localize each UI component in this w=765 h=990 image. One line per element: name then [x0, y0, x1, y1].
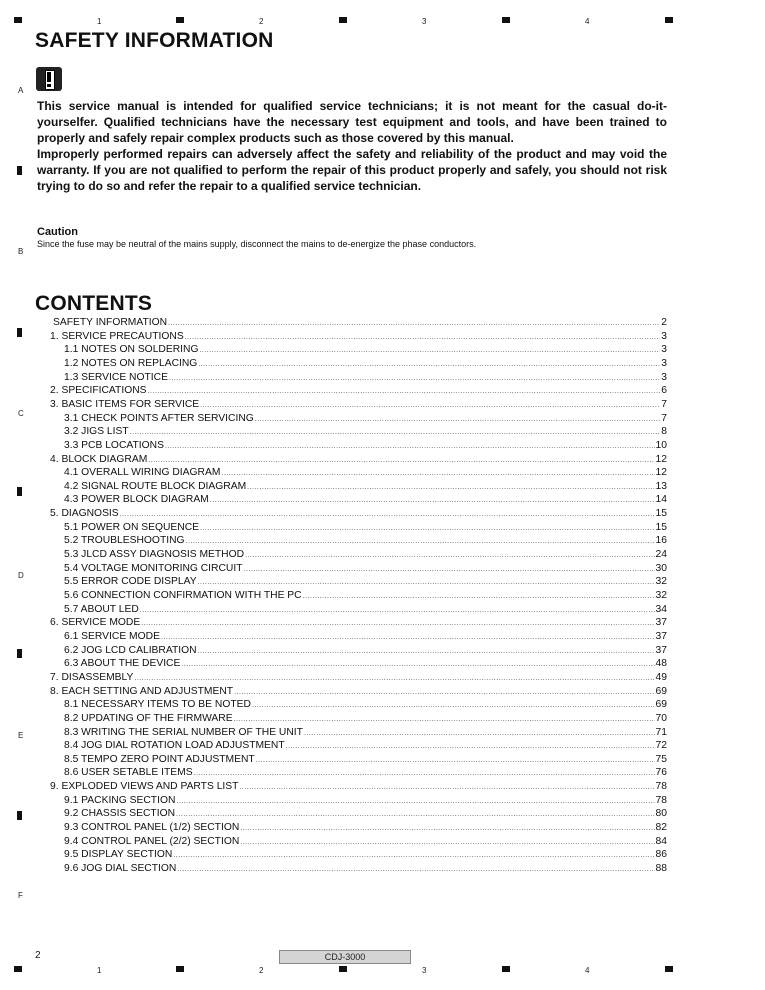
toc-entry-page: 3 [661, 371, 667, 383]
toc-entry-page: 78 [655, 781, 667, 793]
toc-entry[interactable] [64, 848, 667, 861]
toc-entry[interactable] [64, 712, 667, 725]
toc-entry-page: 82 [655, 822, 667, 834]
toc-leader-dots [176, 795, 654, 808]
side-mark [17, 328, 22, 337]
toc-entry-page: 7 [661, 398, 667, 410]
ruler-mark [502, 966, 510, 972]
toc-entry-title: 9.4 CONTROL PANEL (2/2) SECTION [64, 835, 240, 847]
toc-entry[interactable] [50, 780, 667, 793]
side-mark [17, 487, 22, 496]
toc-entry-title: 8.5 TEMPO ZERO POINT ADJUSTMENT [64, 753, 255, 765]
toc-leader-dots [198, 576, 655, 589]
side-mark [17, 166, 22, 175]
side-letter: C [18, 409, 24, 418]
toc-entry-title: 1.2 NOTES ON REPLACING [64, 357, 198, 369]
side-mark [17, 649, 22, 658]
safety-paragraph-2: Improperly performed repairs can adversely affect the safety and reliability of the product and may void the warranty. If you are not qualified to perform the repair of this product properly and safely, you should not risk trying to do so and refer the repair to a qualified service technician. [37, 147, 667, 193]
toc-leader-dots [168, 317, 660, 330]
toc-entry[interactable] [64, 589, 667, 602]
ruler-number: 2 [259, 966, 264, 975]
toc-leader-dots [148, 385, 661, 398]
toc-entry-title: 2. SPECIFICATIONS [50, 385, 147, 397]
toc-entry-page: 76 [655, 767, 667, 779]
toc-entry-page: 6 [661, 385, 667, 397]
toc-entry-page: 16 [655, 535, 667, 547]
toc-entry-page: 12 [655, 453, 667, 465]
toc-leader-dots [173, 849, 654, 862]
toc-entry-title: 4.1 OVERALL WIRING DIAGRAM [64, 467, 221, 479]
toc-leader-dots [240, 822, 654, 835]
toc-entry[interactable] [64, 439, 667, 452]
toc-entry[interactable] [64, 521, 667, 534]
side-letter: F [18, 891, 23, 900]
toc-entry-title: 9.6 JOG DIAL SECTION [64, 863, 177, 874]
ruler-mark [502, 17, 510, 23]
toc-entry-title: 6.2 JOG LCD CALIBRATION [64, 644, 197, 656]
toc-entry[interactable] [64, 644, 667, 657]
toc-entry-page: 69 [655, 699, 667, 711]
toc-leader-dots [140, 604, 655, 617]
toc-entry-title: 8.1 NECESSARY ITEMS TO BE NOTED [64, 699, 251, 711]
caution-title: Caution [37, 226, 78, 238]
toc-entry-page: 2 [661, 317, 667, 328]
toc-entry[interactable] [50, 384, 667, 397]
ruler-mark [339, 17, 347, 23]
toc-entry-title: 5. DIAGNOSIS [50, 508, 119, 520]
toc-leader-dots [210, 494, 655, 507]
toc-leader-dots [186, 535, 655, 548]
toc-entry-title: 5.2 TROUBLESHOOTING [64, 535, 185, 547]
toc-entry-title: 9.2 CHASSIS SECTION [64, 808, 176, 820]
ruler-number: 1 [97, 17, 102, 26]
toc-leader-dots [239, 781, 654, 794]
ruler-number: 4 [585, 17, 590, 26]
toc-entry-title: 9.3 CONTROL PANEL (1/2) SECTION [64, 822, 240, 834]
toc-entry-page: 86 [655, 849, 667, 861]
toc-entry[interactable] [64, 575, 667, 588]
toc-entry-page: 49 [655, 671, 667, 683]
side-mark [17, 811, 22, 820]
toc-entry-page: 3 [661, 330, 667, 342]
ruler-mark [665, 17, 673, 23]
toc-entry[interactable] [64, 821, 667, 834]
toc-entry[interactable] [50, 507, 667, 520]
toc-entry[interactable] [53, 316, 667, 329]
toc-entry[interactable] [64, 603, 667, 616]
toc-leader-dots [255, 413, 660, 426]
toc-entry-title: 4.3 POWER BLOCK DIAGRAM [64, 494, 209, 506]
toc-entry-title: 8. EACH SETTING AND ADJUSTMENT [50, 685, 234, 697]
toc-entry-page: 12 [655, 467, 667, 479]
toc-entry-title: 5.5 ERROR CODE DISPLAY [64, 576, 197, 588]
contents-title: CONTENTS [35, 292, 153, 315]
toc-entry[interactable] [64, 657, 667, 670]
toc-leader-dots [252, 699, 655, 712]
ruler-number: 4 [585, 966, 590, 975]
toc-leader-dots [194, 767, 655, 780]
toc-entry[interactable] [64, 466, 667, 479]
toc-leader-dots [141, 617, 654, 630]
toc-entry[interactable] [64, 480, 667, 493]
toc-entry-title: SAFETY INFORMATION [53, 317, 168, 328]
toc-entry-title: 8.6 USER SETABLE ITEMS [64, 767, 193, 779]
toc-entry-title: 3.3 PCB LOCATIONS [64, 439, 164, 451]
toc-entry[interactable] [50, 398, 667, 411]
toc-entry-title: 1.1 NOTES ON SOLDERING [64, 344, 199, 356]
toc-entry-title: 9. EXPLODED VIEWS AND PARTS LIST [50, 781, 239, 793]
toc-entry-title: 3.1 CHECK POINTS AFTER SERVICING [64, 412, 254, 424]
toc-entry-title: 4.2 SIGNAL ROUTE BLOCK DIAGRAM [64, 480, 247, 492]
toc-entry-title: 1.3 SERVICE NOTICE [64, 371, 168, 383]
toc-entry[interactable] [64, 425, 667, 438]
safety-title: SAFETY INFORMATION [35, 29, 274, 52]
toc-entry-title: 4. BLOCK DIAGRAM [50, 453, 148, 465]
toc-entry[interactable] [50, 330, 667, 343]
toc-leader-dots [161, 631, 655, 644]
toc-leader-dots [181, 658, 654, 671]
ruler-mark [176, 966, 184, 972]
ruler-mark [339, 966, 347, 972]
toc-entry-page: 3 [661, 357, 667, 369]
toc-entry-page: 37 [655, 630, 667, 642]
toc-entry[interactable] [64, 343, 667, 356]
toc-entry-page: 37 [655, 644, 667, 656]
toc-entry-page: 7 [661, 412, 667, 424]
toc-entry-title: 5.4 VOLTAGE MONITORING CIRCUIT [64, 562, 243, 574]
toc-entry-page: 48 [655, 658, 667, 670]
toc-entry-page: 32 [655, 590, 667, 601]
toc-entry-page: 8 [661, 426, 667, 438]
toc-entry-page: 72 [655, 740, 667, 752]
toc-leader-dots [134, 672, 654, 685]
toc-entry[interactable] [64, 548, 667, 561]
toc-entry[interactable] [64, 534, 667, 547]
toc-entry[interactable] [64, 835, 667, 848]
toc-entry[interactable] [50, 671, 667, 684]
toc-leader-dots [244, 563, 655, 576]
toc-entry[interactable] [64, 698, 667, 711]
toc-entry-title: 9.1 PACKING SECTION [64, 794, 176, 806]
side-letter: B [18, 247, 24, 256]
caution-text: Since the fuse may be neutral of the mains supply, disconnect the mains to de-energize the phase conductors. [37, 239, 477, 249]
side-letter: E [18, 731, 24, 740]
toc-entry[interactable] [64, 794, 667, 807]
ruler-mark [176, 17, 184, 23]
ruler-mark [14, 966, 22, 972]
toc-entry[interactable] [64, 766, 667, 779]
toc-leader-dots [169, 372, 660, 385]
toc-entry-page: 15 [655, 521, 667, 533]
ruler-number: 3 [422, 17, 427, 26]
toc-entry-title: 5.1 POWER ON SEQUENCE [64, 521, 200, 533]
ruler-number: 1 [97, 966, 102, 975]
toc-entry-title: 6.1 SERVICE MODE [64, 630, 160, 642]
toc-entry-page: 14 [655, 494, 667, 506]
toc-leader-dots [199, 344, 660, 357]
toc-entry-page: 34 [655, 603, 667, 615]
toc-entry[interactable] [64, 493, 667, 506]
toc-entry-page: 75 [655, 753, 667, 765]
toc-leader-dots [304, 727, 655, 740]
toc-entry-page: 3 [661, 344, 667, 356]
toc-entry[interactable] [64, 371, 667, 384]
toc-entry-title: 5.7 ABOUT LED [64, 603, 139, 615]
safety-paragraph-1: This service manual is intended for qualified service technicians; it is not meant for the casual do-it-yourselfer. Qualified technicians have the necessary test equipment and tools, and have been trained to properly and safely repair complex products such as those covered by this manual. [37, 99, 667, 145]
toc-entry-page: 37 [655, 617, 667, 629]
toc-entry[interactable] [64, 357, 667, 370]
toc-leader-dots [176, 808, 655, 821]
toc-entry[interactable] [50, 685, 667, 698]
toc-leader-dots [165, 440, 655, 453]
toc-entry[interactable] [64, 726, 667, 739]
toc-leader-dots [130, 426, 661, 439]
toc-leader-dots [256, 754, 655, 767]
toc-entry-title: 9.5 DISPLAY SECTION [64, 849, 173, 861]
toc-leader-dots [148, 454, 654, 467]
toc-leader-dots [221, 467, 654, 480]
toc-leader-dots [303, 590, 655, 603]
toc-entry-title: 3.2 JIGS LIST [64, 426, 129, 438]
page-number: 2 [35, 950, 41, 961]
toc-entry-page: 80 [655, 808, 667, 820]
toc-leader-dots [200, 399, 660, 412]
toc-entry[interactable] [50, 616, 667, 629]
toc-entry-page: 30 [655, 562, 667, 574]
toc-leader-dots [120, 508, 655, 521]
toc-entry-title: 7. DISASSEMBLY [50, 671, 134, 683]
toc-entry-title: 6.3 ABOUT THE DEVICE [64, 658, 181, 670]
toc-entry-title: 5.3 JLCD ASSY DIAGNOSIS METHOD [64, 549, 245, 561]
toc-entry-page: 70 [655, 712, 667, 724]
toc-leader-dots [198, 645, 655, 658]
toc-entry-page: 10 [655, 439, 667, 451]
toc-entry-title: 6. SERVICE MODE [50, 617, 141, 629]
toc-leader-dots [234, 713, 655, 726]
toc-leader-dots [240, 836, 654, 849]
ruler-number: 3 [422, 966, 427, 975]
toc-entry-title: 8.4 JOG DIAL ROTATION LOAD ADJUSTMENT [64, 740, 285, 752]
toc-leader-dots [185, 331, 661, 344]
ruler-mark [14, 17, 22, 23]
toc-entry-page: 78 [655, 794, 667, 806]
toc-entry-page: 84 [655, 835, 667, 847]
toc-leader-dots [247, 481, 654, 494]
side-letter: A [18, 86, 24, 95]
toc-leader-dots [177, 863, 654, 876]
ruler-number: 2 [259, 17, 264, 26]
toc-leader-dots [234, 686, 654, 699]
toc-entry-page: 88 [655, 863, 667, 874]
exclamation-icon [36, 67, 62, 91]
toc-entry-page: 13 [655, 480, 667, 492]
toc-entry[interactable] [64, 739, 667, 752]
toc-entry-page: 24 [655, 549, 667, 561]
side-letter: D [18, 571, 24, 580]
toc-entry-page: 15 [655, 508, 667, 520]
toc-entry[interactable] [64, 412, 667, 425]
toc-entry-page: 71 [655, 726, 667, 738]
toc-entry-title: 3. BASIC ITEMS FOR SERVICE [50, 398, 200, 410]
ruler-mark [665, 966, 673, 972]
toc-entry[interactable] [64, 630, 667, 643]
toc-entry-title: 5.6 CONNECTION CONFIRMATION WITH THE PC [64, 590, 302, 601]
toc-entry[interactable] [64, 862, 667, 875]
toc-leader-dots [245, 549, 654, 562]
toc-leader-dots [198, 358, 660, 371]
toc-entry-page: 32 [655, 576, 667, 588]
toc-entry-title: 8.2 UPDATING OF THE FIRMWARE [64, 712, 233, 724]
toc-entry[interactable] [64, 807, 667, 820]
model-label: CDJ-3000 [279, 950, 411, 964]
toc-entry[interactable] [64, 753, 667, 766]
toc-entry-page: 69 [655, 685, 667, 697]
toc-entry[interactable] [64, 562, 667, 575]
toc-entry-title: 8.3 WRITING THE SERIAL NUMBER OF THE UNIT [64, 726, 303, 738]
toc-entry[interactable] [50, 453, 667, 466]
toc-entry-title: 1. SERVICE PRECAUTIONS [50, 330, 184, 342]
toc-leader-dots [286, 740, 655, 753]
toc-leader-dots [200, 522, 655, 535]
